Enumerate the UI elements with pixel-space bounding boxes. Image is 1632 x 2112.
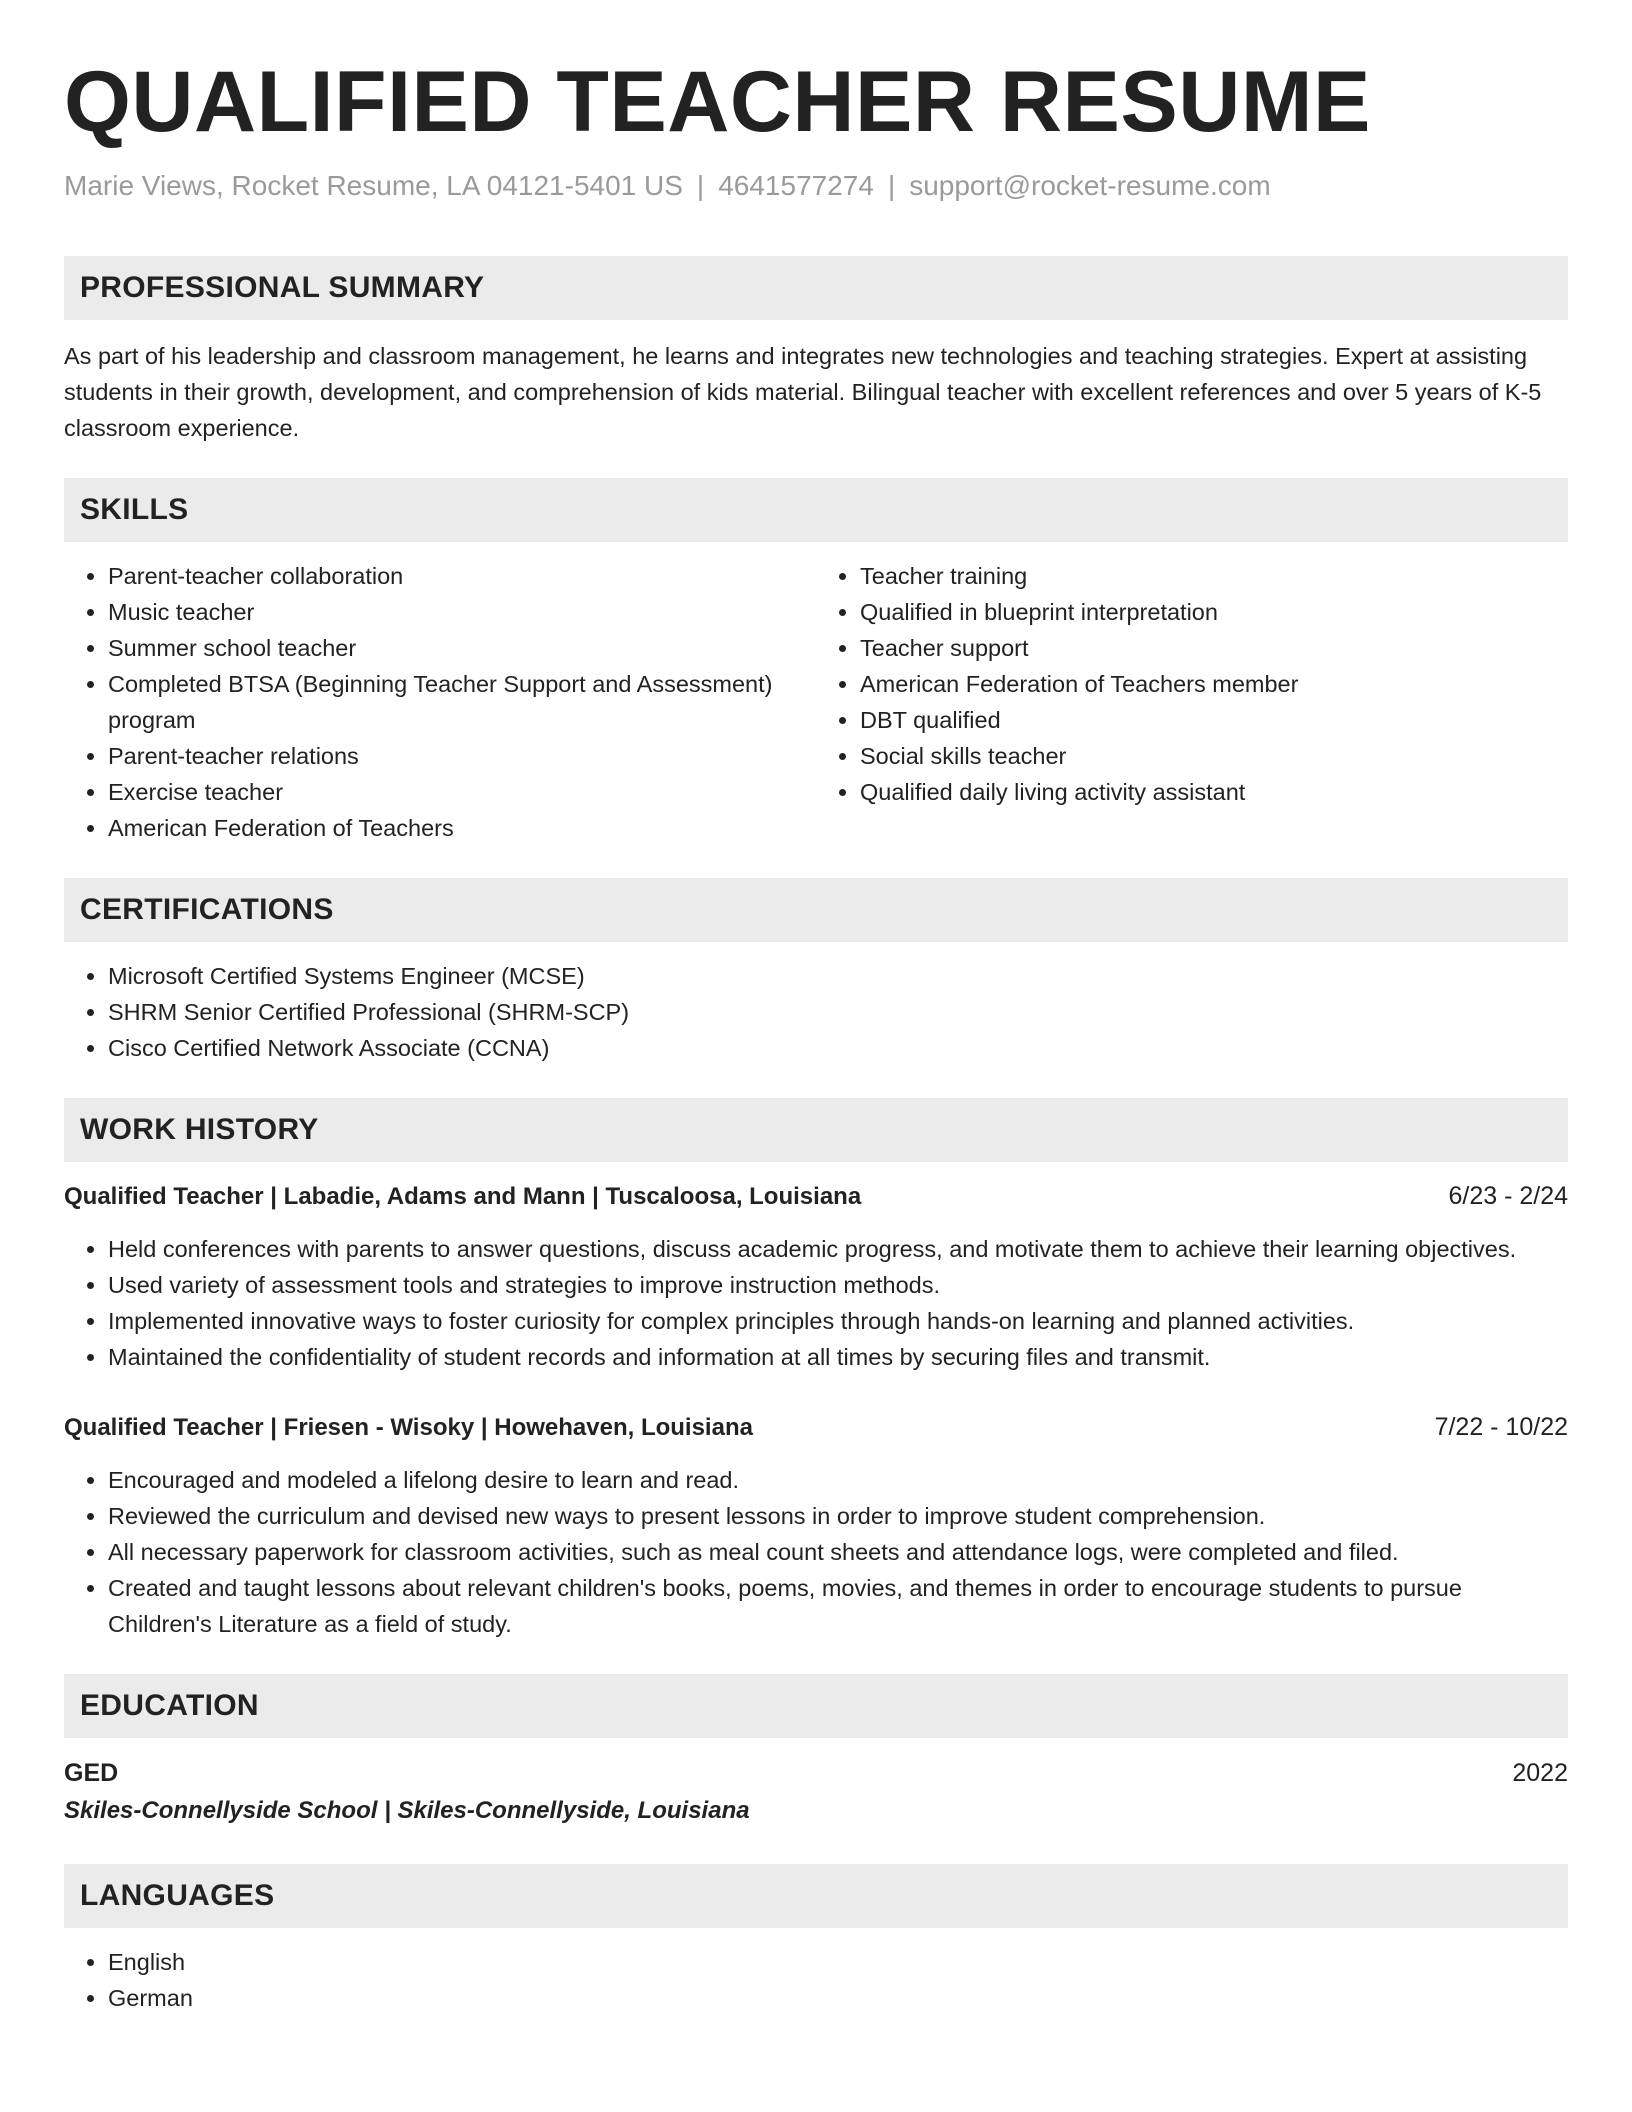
list-item: • Summer school teacher: [108, 630, 816, 666]
list-item: • American Federation of Teachers member: [860, 666, 1568, 702]
list-item: • Parent-teacher collaboration: [108, 558, 816, 594]
list-item: • Used variety of assessment tools and strategies to improve instruction methods.: [108, 1267, 1568, 1303]
contact-email: support@rocket-resume.com: [909, 170, 1271, 201]
job-title: Qualified Teacher | Labadie, Adams and Mann | Tuscaloosa, Louisiana: [64, 1183, 862, 1210]
job-bullets: [64, 1231, 1568, 1375]
education-degree: GED: [64, 1759, 119, 1787]
job-header: [64, 1409, 1568, 1446]
list-item: • Music teacher: [108, 594, 816, 630]
resume-title: QUALIFIED TEACHER RESUME: [64, 54, 1371, 150]
list-item: • English: [108, 1944, 1568, 1980]
list-item: • Exercise teacher: [108, 774, 816, 810]
skills-column-right: [816, 558, 1568, 846]
list-item: • Maintained the confidentiality of student records and information at all times by securing files and transmit.: [108, 1339, 1568, 1375]
list-item: • Qualified in blueprint interpretation: [860, 594, 1568, 630]
job-bullets: [64, 1462, 1568, 1642]
list-item: • Parent-teacher relations: [108, 738, 816, 774]
section-heading-languages: LANGUAGES: [64, 1864, 1568, 1928]
contact-phone: 4641577274: [718, 170, 874, 201]
job-dates: 6/23 - 2/24: [1448, 1182, 1568, 1210]
list-item: • DBT qualified: [860, 702, 1568, 738]
job-header: [64, 1178, 1568, 1215]
list-item: • Encouraged and modeled a lifelong desire to learn and read.: [108, 1462, 1568, 1498]
section-heading-education: EDUCATION: [64, 1674, 1568, 1738]
list-item: • Social skills teacher: [860, 738, 1568, 774]
section-heading-summary: PROFESSIONAL SUMMARY: [64, 256, 1568, 320]
languages-list: [64, 1944, 1568, 2016]
education-year: 2022: [1512, 1759, 1568, 1787]
contact-line: [64, 166, 1568, 206]
list-item: • Held conferences with parents to answer questions, discuss academic progress, and motivate them to achieve their learning objectives.: [108, 1231, 1568, 1267]
list-item: • Cisco Certified Network Associate (CCNA): [108, 1030, 1568, 1066]
job-title: Qualified Teacher | Friesen - Wisoky | Howehaven, Louisiana: [64, 1414, 753, 1441]
list-item: • Completed BTSA (Beginning Teacher Support and Assessment) program: [108, 666, 816, 738]
contact-separator: |: [887, 170, 896, 201]
list-item: • SHRM Senior Certified Professional (SHRM-SCP): [108, 994, 1568, 1030]
list-item: • Qualified daily living activity assistant: [860, 774, 1568, 810]
list-item: • German: [108, 1980, 1568, 2016]
skills-column-left: [64, 558, 816, 846]
job-dates: 7/22 - 10/22: [1434, 1413, 1568, 1441]
education-header: [64, 1754, 1568, 1792]
section-heading-work-history: WORK HISTORY: [64, 1098, 1568, 1162]
summary-text: As part of his leadership and classroom management, he learns and integrates new technologies and teaching strategies. Expert at assisting students in their growth, development, and comprehension of kids material. Bilingual teacher with excellent references and over 5 years of K-5 classroom experience.: [64, 343, 1542, 441]
list-item: • Microsoft Certified Systems Engineer (MCSE): [108, 958, 1568, 994]
list-item: • All necessary paperwork for classroom activities, such as meal count sheets and attendance logs, were completed and filed.: [108, 1534, 1568, 1570]
contact-separator: |: [696, 170, 705, 201]
contact-address: Marie Views, Rocket Resume, LA 04121-5401 US: [64, 170, 683, 201]
list-item: • Implemented innovative ways to foster curiosity for complex principles through hands-on learning and planned activities.: [108, 1303, 1568, 1339]
list-item: • American Federation of Teachers: [108, 810, 816, 846]
list-item: • Teacher training: [860, 558, 1568, 594]
list-item: • Created and taught lessons about relevant children's books, poems, movies, and themes in order to encourage students to pursue Children's Literature as a field of study.: [108, 1570, 1568, 1642]
list-item: • Teacher support: [860, 630, 1568, 666]
certifications-list: [64, 958, 1568, 1066]
section-heading-certifications: CERTIFICATIONS: [64, 878, 1568, 942]
section-heading-skills: SKILLS: [64, 478, 1568, 542]
skills-list: [64, 558, 1568, 846]
list-item: • Reviewed the curriculum and devised new ways to present lessons in order to improve student comprehension.: [108, 1498, 1568, 1534]
education-school: Skiles-Connellyside School | Skiles-Connellyside, Louisiana: [64, 1797, 750, 1824]
